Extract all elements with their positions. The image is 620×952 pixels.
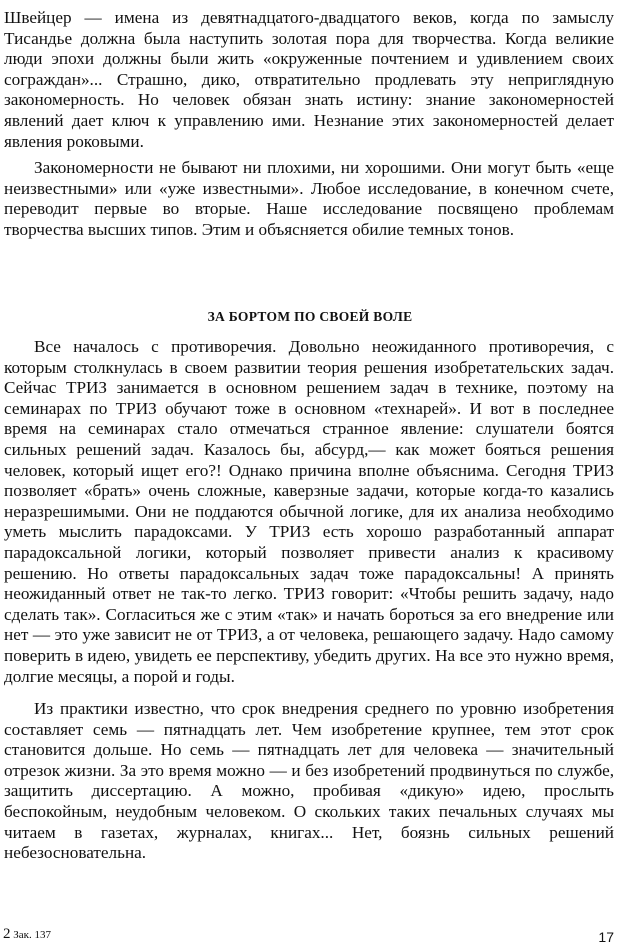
signature-number: 2 (3, 926, 11, 942)
main-text-block (4, 337, 614, 864)
paragraph: Из практики известно, что срок внедрения среднего по уровню изобретения составляет семь — пятнадцать лет. Чем изобретение крупнее, тем этот срок становится дольше. Но семь — пятнадцать лет для человека — значительный отрезок жизни. За это время можно — и без изобретений продвинуться по службе, защитить диссертацию. А можно, пробивая «дикую» идею, прослыть беспокойным, неудобным человеком. О скольких таких печальных случаях мы читаем в газетах, журналах, книгах... Нет, боязнь сильных решений небезосновательна. (4, 699, 614, 863)
page-number: 17 (598, 929, 614, 945)
paragraph-continued: Швейцер — имена из девятнадцатого-двадцатого веков, когда по замыслу Тисандье должна была наступить золотая пора для творчества. Когда великие люди эпохи должны были жить «окруженные почтением и удивлением своих сограждан»... Страшно, дико, отвратительно продлевать эту неприглядную закономерность. Но человек обязан знать истину: знание закономерностей явлений дает ключ к управлению ими. Незнание этих закономерностей делает явления роковыми. (4, 8, 614, 151)
section-heading: ЗА БОРТОМ ПО СВОЕЙ ВОЛЕ (207, 309, 413, 324)
printer-signature (3, 926, 51, 943)
paragraph: Закономерности не бывают ни плохими, ни хорошими. Они могут быть «еще неизвестными» или «уже известными». Любое исследование, в конечном счете, переводит первые во вторые. Наше исследование посвящено проблемам творчества высших типов. Этим и объясняется обилие темных тонов. (4, 158, 614, 239)
signature-text: Зак. 137 (13, 929, 51, 941)
top-text-block (4, 8, 614, 241)
paragraph: Все началось с противоречия. Довольно неожиданного противоречия, с которым столкнулась в своем развитии теория решения изобретательских задач. Сейчас ТРИЗ занимается в основном решением задач в технике, поэтому на семинарах по ТРИЗ обучают тоже в основном «технарей». И вот в последнее время на семинарах стало отмечаться странное явление: слушатели боятся сильных решений задач. Казалось бы, абсурд,— как может бояться решения человек, который ищет его?! Однако причина вполне объяснима. Сегодня ТРИЗ позволяет «брать» очень сложные, каверзные задачи, которые когда-то казались неразрешимыми. Они не поддаются обычной логике, для их анализа необходимо уметь мыслить парадоксами. У ТРИЗ есть хорошо разработанный аппарат парадоксальной логики, который позволяет привести анализ к красивому решению. Но ответы парадоксальных задач тоже парадоксальны! А принять неожиданный ответ не так-то легко. ТРИЗ говорит: «Чтобы решить задачу, надо сделать так». Согласиться же с этим «так» и начать бороться за его внедрение или нет — это уже зависит не от ТРИЗ, а от человека, решающего задачу. Надо самому поверить в идею, увидеть ее перспективу, убедить других. На все это нужно время, долгие месяцы, а порой и годы. (4, 337, 614, 686)
